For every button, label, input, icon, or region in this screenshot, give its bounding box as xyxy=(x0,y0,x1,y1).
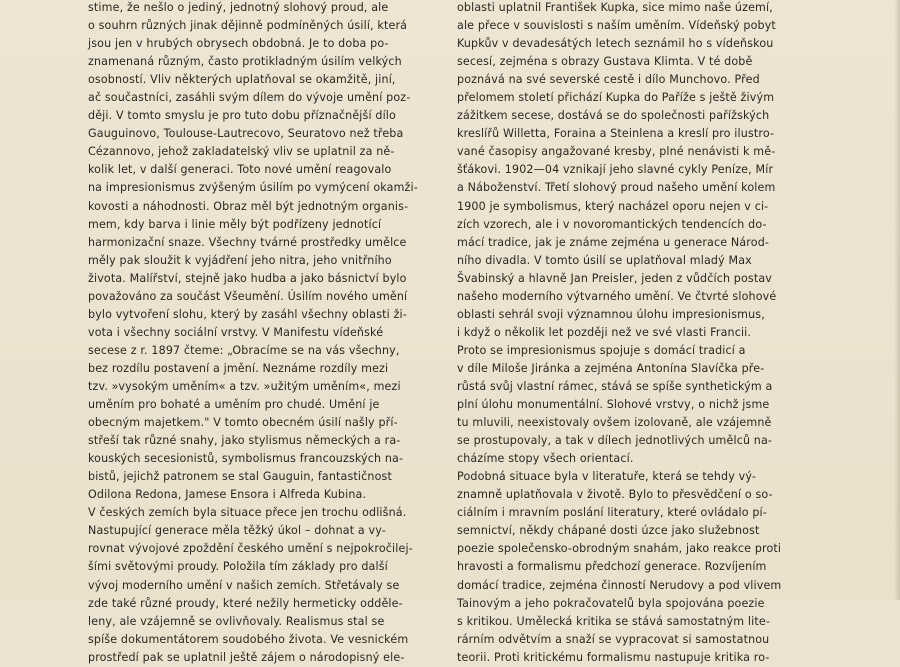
left-column-line: znamenaná různým, často protikladným úsilím velkých xyxy=(88,55,402,69)
right-column-line: s kritikou. Umělecká kritika se stává samostatným lite- xyxy=(457,614,770,628)
left-column-line: ač součastníci, zasáhli svým dílem do vývoje umění poz- xyxy=(88,91,411,105)
left-column-line: bylo vytvoření slohu, který by zasáhl všechny oblasti ži- xyxy=(88,307,407,321)
right-column-line: teorii. Proti kritickému formalismu nastupuje kritika ro- xyxy=(457,650,770,664)
left-column-line: zde také různé proudy, které nežily hermeticky odděle- xyxy=(88,596,403,610)
right-column-line: ního divadla. V tomto úsilí se uplatňoval mladý Max xyxy=(457,253,752,267)
left-column-line: života. Malířství, stejně jako hudba a jako básnictví bylo xyxy=(88,271,407,285)
right-column-line: přelomem století přichází Kupka do Paříže s ještě živým xyxy=(457,91,775,105)
right-column-line: oblasti sehrál svoji významnou úlohu impresionismus, xyxy=(457,307,765,321)
left-column-line: bistů, jejichž patronem se stal Gauguin, fantastičnost xyxy=(88,470,392,484)
right-text-column xyxy=(457,0,830,667)
left-column-line: prostředí pak se uplatnil ještě zájem o národopisný ele- xyxy=(88,650,405,664)
left-column-line: ději. V tomto smyslu je pro tuto dobu příznačnější dílo xyxy=(88,109,396,123)
right-column-line: i když o několik let později než ve své vlasti Francii. xyxy=(457,325,752,339)
right-column-line: našeho moderního výtvarného umění. Ve čtvrté slohové xyxy=(457,289,777,303)
left-column-line: střeší tak různé snahy, jako stylismus německých a ra- xyxy=(88,434,401,448)
right-column-line: kreslířů Willetta, Foraina a Steinlena a kreslí pro ilustro- xyxy=(457,127,775,141)
left-column-line: měly pak sloužit k vyjádření jeho nitra, jeho vnitřního xyxy=(88,253,392,267)
right-column-line: semnictví, někdy chápané dosti úzce jako služebnost xyxy=(457,524,760,538)
right-column-line: se prostupovaly, a tak v dílech jednotlivých umělců na- xyxy=(457,434,773,448)
right-column-line: plní úlohu monumentální. Slohové vrstvy, o nichž jsme xyxy=(457,398,770,412)
left-column-line: kolik let, v další generaci. Toto nové umění reagovalo xyxy=(88,163,392,177)
left-column-line: rovnat vývojové zpoždění českého umění s nejpokročilej- xyxy=(88,542,413,556)
right-column-line: secesí, zejména s obrazy Gustava Klimta. V té době xyxy=(457,55,753,69)
left-text-column xyxy=(88,0,458,667)
right-column-line: a Náboženství. Třetí slohový proud našeho umění kolem xyxy=(457,181,776,195)
left-column-line: vývoj moderního umění v našich zemích. Střetávaly se xyxy=(88,578,400,592)
right-column-line: Podobná situace byla v literatuře, která se tehdy vý- xyxy=(457,470,757,484)
left-column-line: Gauguinovo, Toulouse-Lautrecovo, Seuratovo než třeba xyxy=(88,127,404,141)
left-column-line: kouských secesionistů, symbolismus francouzských na- xyxy=(88,452,404,466)
right-column-line: mácí tradice, jak je známe zejména u generace Národ- xyxy=(457,235,770,249)
right-column-line: zážitkem secese, dostává se do společnosti pařížských xyxy=(457,109,770,123)
right-column-line: ale přece v souvislosti s naším uměním. Vídeňský pobyt xyxy=(457,19,776,33)
right-column-line: rárním odvětvím a snaží se vypracovat si samostatnou xyxy=(457,632,770,646)
left-column-line: uměním pro bohaté a uměním pro chudé. Umění je xyxy=(88,398,380,412)
left-column-line: bez rozdílu postavení a jmění. Neznáme rozdíly mezi xyxy=(88,361,389,375)
right-column-line: Tainovým a jeho pokračovatelů byla spojována poezie xyxy=(457,596,765,610)
left-column-line: jsou jen v hrubých obrysech obdobná. Je to doba po- xyxy=(88,37,389,51)
left-column-line: secese z r. 1897 čteme: „Obracíme se na vás všechny, xyxy=(88,343,400,357)
right-column-line: oblasti uplatnil František Kupka, sice mimo naše území, xyxy=(457,1,773,14)
left-column-line: leny, ale vzájemně se ovlivňovaly. Realismus stal se xyxy=(88,614,385,628)
right-column-line: šťákovi. 1902—04 vznikají jeho slavné cykly Peníze, Mír xyxy=(457,163,774,177)
left-column-line: na impresionismus zvýšeným úsilím po vymýcení okamži- xyxy=(88,181,418,195)
right-column-line: 1900 je symbolismus, který nacházel oporu nejen v ci- xyxy=(457,199,769,213)
right-column-line: Kupkův v devadesátých letech seznámil ho s vídeňskou xyxy=(457,37,774,51)
right-column-line: tu mluvili, neexistovaly ovšem izolovaně, ale vzájemně xyxy=(457,416,772,430)
right-column-line: hravosti a formalismu předchozí generace. Rozvíjením xyxy=(457,560,767,574)
right-column-line: cházíme stopy všech orientací. xyxy=(457,452,634,466)
right-column-line: domácí tradice, zejména činností Nerudovy a pod vlivem xyxy=(457,578,782,592)
left-column-line: harmonizační snaze. Všechny tvárné prostředky umělce xyxy=(88,235,407,249)
left-column-line: stime, že nešlo o jediný, jednotný slohový proud, ale xyxy=(88,1,389,14)
left-column-line: obecným majetkem." V tomto obecném úsilí našly pří- xyxy=(88,416,398,430)
left-column-line: Nastupující generace měla těžký úkol – dohnat a vy- xyxy=(88,524,386,538)
right-column-line: v díle Miloše Jiránka a zejména Antonína Slavíčka pře- xyxy=(457,361,765,375)
right-column-line: růstá svůj vlastní rámec, stává se spíše synthetickým a xyxy=(457,379,773,393)
left-column-line: tzv. »vysokým uměním« a tzv. »užitým uměním«, mezi xyxy=(88,379,401,393)
page-edge-shadow xyxy=(894,0,900,600)
left-column-line: mem, kdy barva i linie měly být podřízeny jednotící xyxy=(88,217,382,231)
right-column-line: zích vzorech, ale i v novoromantických tendencích do- xyxy=(457,217,767,231)
left-column-line: šími světovými proudy. Položila tím základy pro další xyxy=(88,560,388,574)
right-column-line: znamně uplatňovala v životě. Bylo to přesvědčení o so- xyxy=(457,488,773,502)
left-column-line: o souhrn různých jinak dějinně podmíněných úsilí, která xyxy=(88,19,408,33)
left-column-line: V českých zemích byla situace přece jen trochu odlišná. xyxy=(88,506,407,520)
right-column-line: poznává na své severské cestě i dílo Munchovo. Před xyxy=(457,73,760,87)
right-column-line: Švabinský a hlavně Jan Preisler, jeden z vůdčích postav xyxy=(457,271,773,285)
left-column-line: spíše dokumentátorem soudobého života. Ve vesnickém xyxy=(88,632,409,646)
left-column-line: Odilona Redona, Jamese Ensora i Alfreda Kubina. xyxy=(88,488,367,502)
left-column-line: považováno za součást Všeumění. Úsilím nového umění xyxy=(88,289,408,303)
right-column-line: Proto se impresionismus spojuje s domácí tradicí a xyxy=(457,343,746,357)
right-column-line: ciálním i mravním poslání literatury, které ovládalo pí- xyxy=(457,506,767,520)
left-column-line: kovosti a náhodnosti. Obraz měl být jednotným organis- xyxy=(88,199,409,213)
right-column-line: vané časopisy angažované kresby, plné nenávisti k mě- xyxy=(457,145,776,159)
right-column-line: poezie společensko-obrodným snahám, jako reakce proti xyxy=(457,542,782,556)
left-column-line: osobností. Vliv některých uplatňoval se okamžitě, jiní, xyxy=(88,73,396,87)
left-column-line: vota i všechny sociální vrstvy. V Manifestu vídeňské xyxy=(88,325,384,339)
left-column-line: Cézannovo, jehož zakladatelský vliv se uplatnil za ně- xyxy=(88,145,395,159)
